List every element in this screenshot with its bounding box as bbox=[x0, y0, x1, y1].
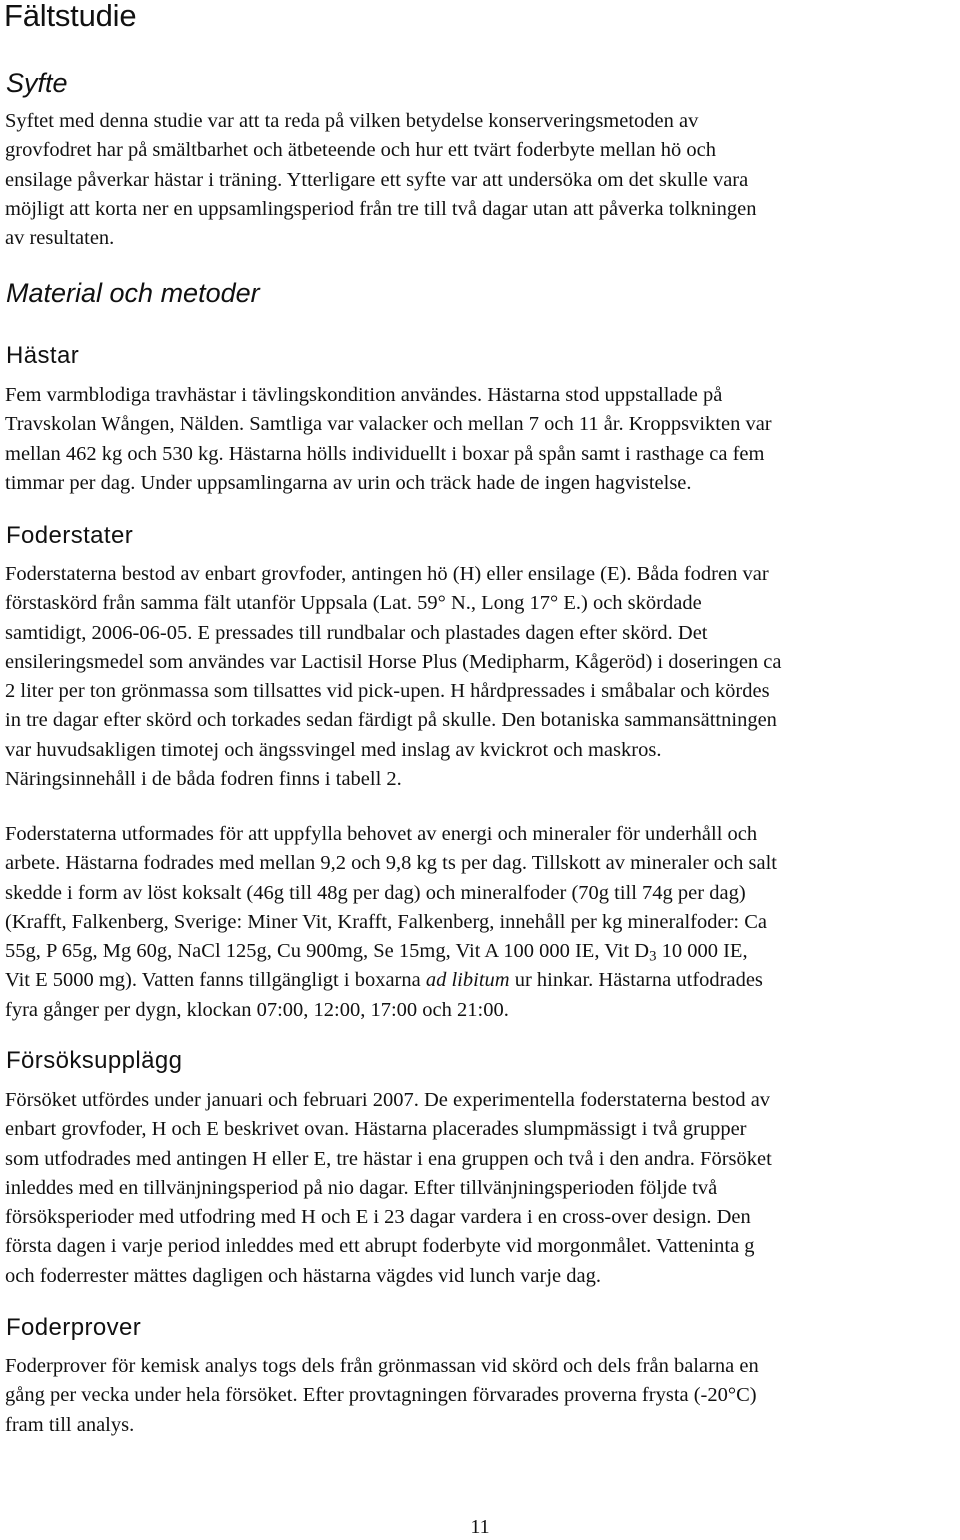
text-line: grovfodret har på smältbarhet och ätbeteende och hur ett tvärt foderbyte mellan hö och bbox=[5, 139, 716, 162]
paragraph-hastar bbox=[5, 381, 772, 498]
heading-material-och-metoder: Material och metoder bbox=[6, 278, 260, 308]
text-line: ensilage påverkar hästar i träning. Ytterligare ett syfte var att undersöka om det skulle vara bbox=[5, 168, 749, 191]
text-line: arbete. Hästarna fodrades med mellan 9,2 och 9,8 kg ts per dag. Tillskott av mineraler och salt bbox=[5, 852, 777, 875]
text-line: och foderrester mättes dagligen och hästarna vägdes vid lunch varje dag. bbox=[5, 1264, 601, 1287]
document-title: Fältstudie bbox=[4, 0, 137, 33]
text-line: Foderprover för kemisk analys togs dels från grönmassan vid skörd och dels från balarna en bbox=[5, 1355, 759, 1377]
text-line: Försöket utfördes under januari och februari 2007. De experimentella foderstaterna bestod av bbox=[5, 1089, 771, 1111]
heading-foderprover: Foderprover bbox=[6, 1314, 142, 1341]
heading-hastar: Hästar bbox=[6, 342, 80, 369]
subscript: 3 bbox=[649, 948, 657, 965]
text-line bbox=[5, 966, 777, 995]
text-line-part: ur hinkar. Hästarna utfodrades bbox=[509, 969, 763, 992]
text-line-part: 10 000 IE, bbox=[656, 940, 748, 963]
text-line: första dagen i varje period inleddes med ett abrupt foderbyte vid morgonmålet. Vatteninta g bbox=[5, 1235, 755, 1258]
text-line: Fem varmblodiga travhästar i tävlingskondition användes. Hästarna stod uppstallade på bbox=[5, 384, 723, 406]
text-line: samtidigt, 2006-06-05. E pressades till rundbalar och plastades dagen efter skörd. Det bbox=[5, 621, 708, 644]
text-line: enbart grovfoder, H och E beskrivet ovan. Hästarna placerades slumpmässigt i två grupper bbox=[5, 1118, 747, 1141]
text-line: Foderstaterna utformades för att uppfylla behovet av energi och mineraler för underhåll och bbox=[5, 823, 758, 845]
text-line: ensileringsmedel som användes var Lactisil Horse Plus (Medipharm, Kågeröd) i doseringen ca bbox=[5, 650, 782, 673]
text-line: var huvudsakligen timotej och ängssvingel med inslag av kvickrot och maskros. bbox=[5, 738, 662, 761]
text-line: timmar per dag. Under uppsamlingarna av urin och träck hade de ingen hagvistelse. bbox=[5, 471, 692, 494]
text-line: Travskolan Wången, Nälden. Samtliga var valacker och mellan 7 och 11 år. Kroppsvikten var bbox=[5, 413, 772, 436]
text-line: fram till analys. bbox=[5, 1413, 135, 1436]
heading-syfte: Syfte bbox=[6, 68, 68, 98]
text-line: Syftet med denna studie var att ta reda på vilken betydelse konserveringsmetoden av bbox=[5, 110, 699, 132]
heading-foderstater: Foderstater bbox=[6, 522, 134, 549]
italic-term: ad libitum bbox=[425, 969, 510, 992]
text-line-part: Vit E 5000 mg). Vatten fanns tillgängligt i boxarna bbox=[5, 969, 426, 992]
text-line: 2 liter per ton grönmassa som tillsattes vid pick-upen. H hårdpressades i småbalar och kördes bbox=[5, 680, 770, 703]
text-line: fyra gånger per dygn, klockan 07:00, 12:00, 17:00 och 21:00. bbox=[5, 998, 509, 1021]
text-line: in tre dagar efter skörd och torkades sedan färdigt på skulle. Den botaniska sammansättningen bbox=[5, 709, 777, 732]
text-line: Näringsinnehåll i de båda fodren finns i tabell 2. bbox=[5, 768, 402, 791]
text-line: inleddes med en tillvänjningsperiod på nio dagar. Efter tillvänjningsperioden följde två bbox=[5, 1176, 718, 1199]
text-line: skedde i form av löst koksalt (46g till 48g per dag) och mineralfoder (70g till 74g per dag) bbox=[5, 881, 746, 904]
paragraph-forsoksupplagg bbox=[5, 1086, 772, 1291]
paragraph-syfte bbox=[5, 107, 756, 253]
text-line-part: 55g, P 65g, Mg 60g, NaCl 125g, Cu 900mg, Se 15mg, Vit A 100 000 IE, Vit D bbox=[5, 940, 650, 963]
text-line: förstaskörd från samma fält utanför Uppsala (Lat. 59° N., Long 17° E.) och skördade bbox=[5, 592, 702, 615]
paragraph-foderstater-2 bbox=[5, 820, 777, 1025]
text-line: (Krafft, Falkenberg, Sverige: Miner Vit, Krafft, Falkenberg, innehåll per kg mineralfoder: Ca bbox=[5, 910, 767, 933]
paragraph-foderstater-1 bbox=[5, 560, 782, 794]
text-line: möjligt att korta ner en uppsamlingsperiod från tre till två dagar utan att påverka tolkningen bbox=[5, 197, 757, 220]
text-line: försöksperioder med utfodring med H och E i 23 dagar vardera i en cross-over design. Den bbox=[5, 1206, 751, 1229]
heading-forsoksupplagg: Försöksupplägg bbox=[6, 1047, 183, 1074]
text-line: Foderstaterna bestod av enbart grovfoder, antingen hö (H) eller ensilage (E). Båda fodren var bbox=[5, 563, 769, 585]
text-line: av resultaten. bbox=[5, 227, 115, 250]
text-line: som utfodrades med antingen H eller E, tre hästar i ena gruppen och två i den andra. Försöket bbox=[5, 1147, 772, 1170]
text-line: mellan 462 kg och 530 kg. Hästarna hölls individuellt i boxar på spån samt i rasthage ca fem bbox=[5, 442, 765, 465]
text-line: gång per vecka under hela försöket. Efter provtagningen förvarades proverna frysta (-20°C) bbox=[5, 1384, 757, 1407]
text-line bbox=[5, 937, 777, 966]
page-number: 11 bbox=[470, 1516, 490, 1538]
paragraph-foderprover bbox=[5, 1352, 759, 1440]
